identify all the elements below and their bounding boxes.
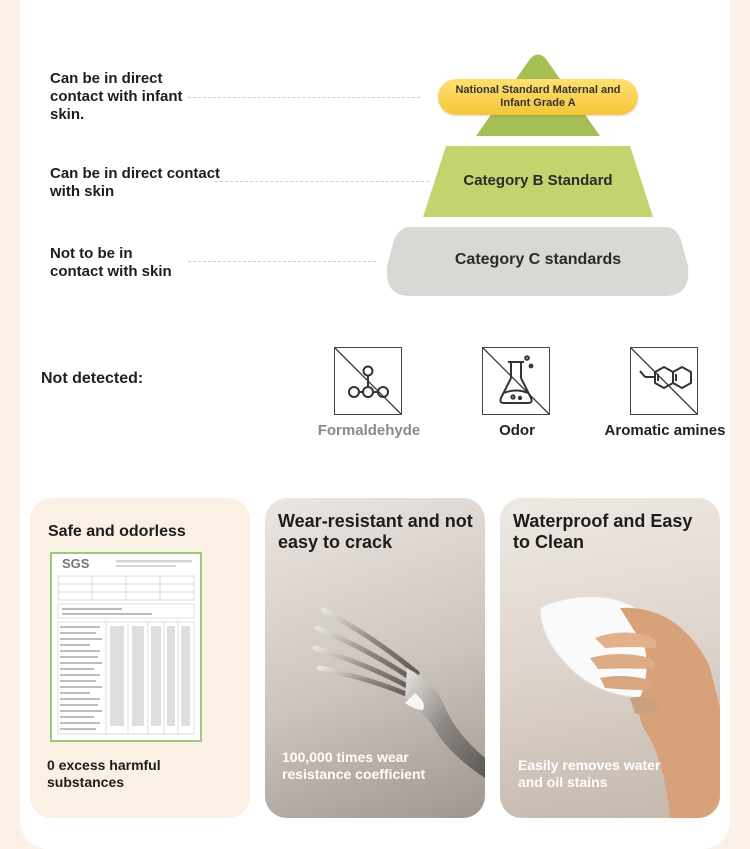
category-c-tier-label: Category C standards bbox=[454, 251, 622, 268]
odor-label: Odor bbox=[499, 422, 535, 439]
benzene-ring-crossed-icon bbox=[630, 347, 698, 415]
card-title: Waterproof and Easy to Clean bbox=[513, 511, 693, 552]
card-footer: 100,000 times wear resistance coefficient bbox=[282, 749, 426, 782]
aromatic-amines-label: Aromatic amines bbox=[604, 422, 726, 439]
not-detected-title: Not detected: bbox=[41, 370, 144, 387]
card-footer: Easily removes water and oil stains bbox=[518, 757, 661, 790]
sgs-logo: SGS bbox=[62, 556, 90, 571]
grade-a-badge: National Standard Maternal and Infant Grade A bbox=[438, 79, 638, 115]
category-b-tier-label: Category B Standard bbox=[463, 172, 613, 189]
level-label-grade-a: Can be in direct contact with infant skin. bbox=[50, 70, 183, 123]
connector-line-category-c bbox=[188, 261, 376, 262]
formaldehyde-molecule-crossed-icon bbox=[334, 347, 402, 415]
flask-crossed-icon bbox=[482, 347, 550, 415]
card-title: Safe and odorless bbox=[48, 523, 186, 540]
feature-card-wear-resistant bbox=[265, 498, 485, 818]
card-title: Wear-resistant and not easy to crack bbox=[278, 511, 473, 552]
sgs-test-report-image bbox=[50, 552, 202, 742]
level-label-category-b: Can be in direct contact with skin bbox=[50, 165, 221, 200]
feature-card-safe-odorless bbox=[30, 498, 250, 818]
level-label-category-c: Not to be in contact with skin bbox=[50, 245, 172, 280]
card-footer: 0 excess harmful substances bbox=[47, 757, 161, 790]
feature-card-waterproof bbox=[500, 498, 720, 818]
formaldehyde-label: Formaldehyde bbox=[317, 422, 421, 439]
